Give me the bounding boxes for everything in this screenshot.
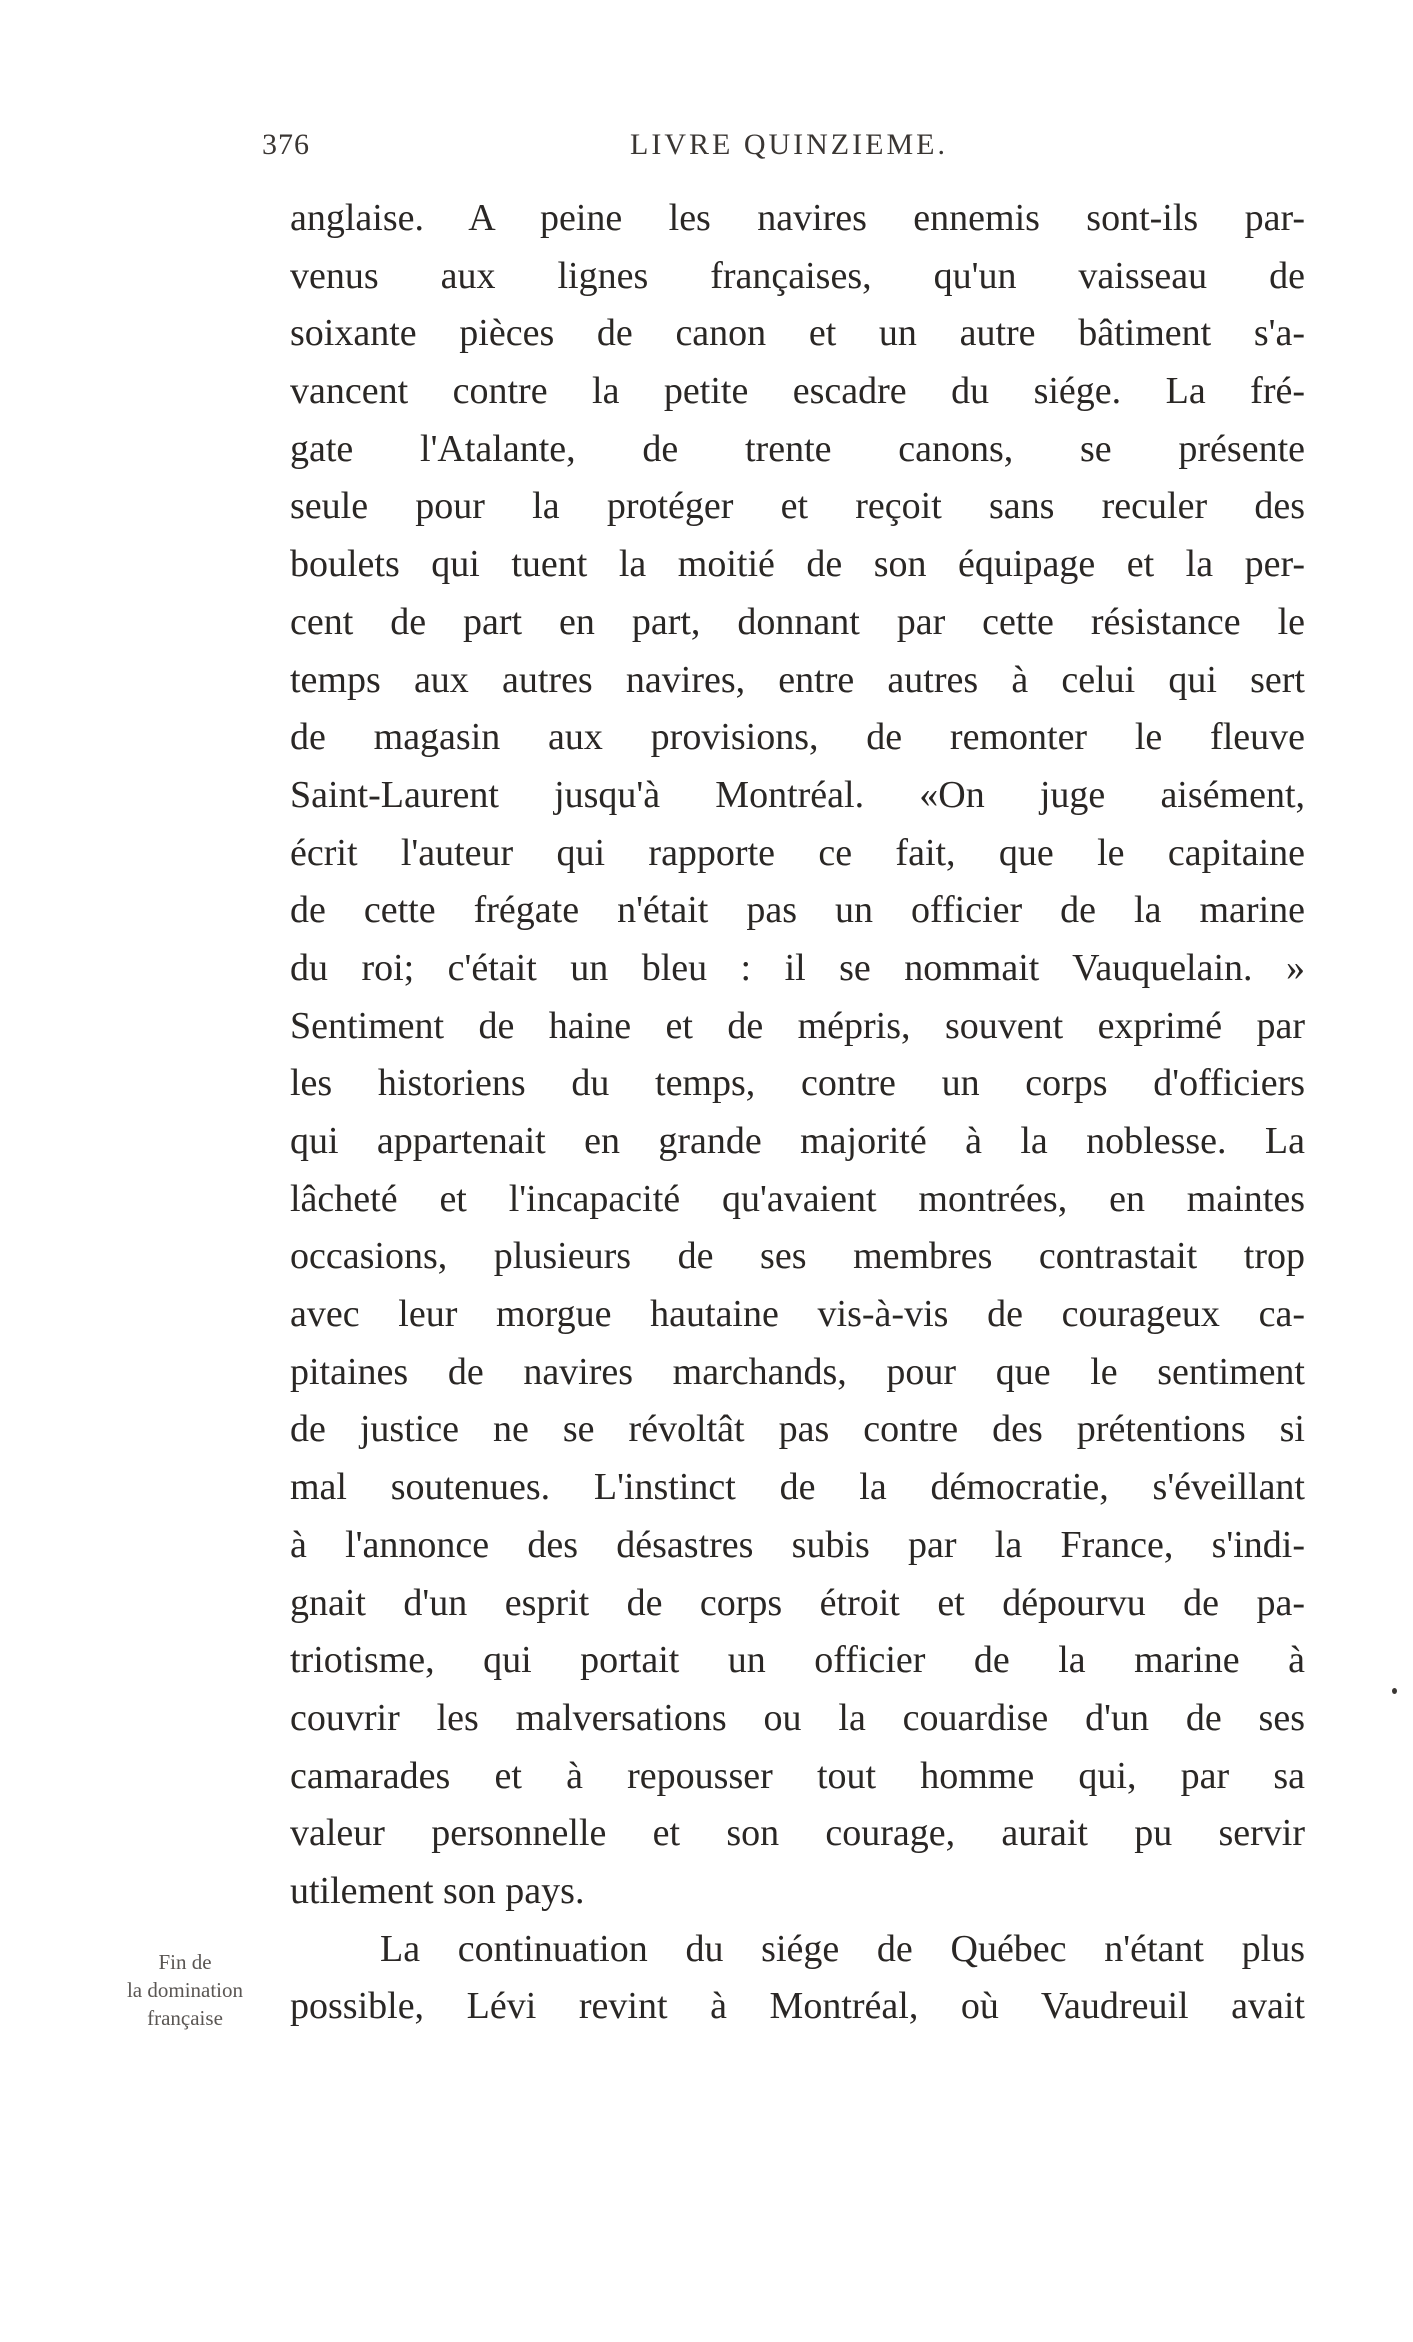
text-line: de cette frégate n'était pas un officier de la marine (290, 889, 1305, 932)
text-line: anglaise. A peine les navires ennemis sont-ils par- (290, 197, 1305, 239)
text-line: cent de part en part, donnant par cette résistance le (290, 600, 1305, 643)
text-line: avec leur morgue hautaine vis-à-vis de courageux ca- (290, 1293, 1305, 1336)
text-line: soixante pièces de canon et un autre bâtiment s'a- (290, 312, 1305, 355)
text-line: seule pour la protéger et reçoit sans reculer des (290, 485, 1305, 528)
text-line: Saint-Laurent jusqu'à Montréal. «On juge aisément, (290, 773, 1305, 816)
text-line: triotisme, qui portait un officier de la marine à (290, 1639, 1305, 1682)
text-line: à l'annonce des désastres subis par la France, s'indi- (290, 1523, 1305, 1566)
text-line: gnait d'un esprit de corps étroit et dépourvu de pa- (290, 1581, 1305, 1624)
body-text (290, 190, 1305, 2036)
margin-note (110, 1948, 260, 2032)
text-line: utilement son pays. (290, 1869, 585, 1912)
text-line: boulets qui tuent la moitié de son équipage et la per- (290, 543, 1305, 586)
page-header (0, 128, 1413, 168)
text-line: couvrir les malversations ou la couardise d'un de ses (290, 1696, 1305, 1739)
text-line: vancent contre la petite escadre du siége. La fré- (290, 370, 1305, 413)
margin-note-line: française (147, 2006, 223, 2030)
margin-note-line: Fin de (158, 1950, 212, 1974)
text-line: écrit l'auteur qui rapporte ce fait, que le capitaine (290, 831, 1305, 874)
text-line: La continuation du siége de Québec n'étant plus (380, 1927, 1305, 1970)
text-line: du roi; c'était un bleu : il se nommait Vauquelain. » (290, 946, 1305, 989)
text-line: de magasin aux provisions, de remonter le fleuve (290, 716, 1305, 759)
text-line: qui appartenait en grande majorité à la noblesse. La (290, 1120, 1305, 1162)
page-number: 376 (262, 128, 310, 161)
text-line: pitaines de navires marchands, pour que le sentiment (290, 1350, 1305, 1393)
text-line: de justice ne se révoltât pas contre des prétentions si (290, 1408, 1305, 1451)
text-line: possible, Lévi revint à Montréal, où Vaudreuil avait (290, 1985, 1305, 2028)
ink-speck (1392, 1688, 1397, 1694)
text-line: lâcheté et l'incapacité qu'avaient montrées, en maintes (290, 1177, 1305, 1220)
text-line: temps aux autres navires, entre autres à celui qui sert (290, 658, 1305, 701)
text-line: les historiens du temps, contre un corps d'officiers (290, 1062, 1305, 1105)
text-line: venus aux lignes françaises, qu'un vaisseau de (290, 254, 1305, 297)
text-line: Sentiment de haine et de mépris, souvent exprimé par (290, 1004, 1305, 1047)
text-line: occasions, plusieurs de ses membres contrastait trop (290, 1235, 1305, 1278)
text-line: mal soutenues. L'instinct de la démocratie, s'éveillant (290, 1466, 1305, 1509)
margin-note-line: la domination (126, 1978, 244, 2002)
text-line: valeur personnelle et son courage, aurait pu servir (290, 1812, 1305, 1855)
text-line: camarades et à repousser tout homme qui, par sa (290, 1754, 1305, 1797)
running-title: LIVRE QUINZIEME. (630, 128, 948, 161)
text-line: gate l'Atalante, de trente canons, se présente (290, 427, 1305, 470)
